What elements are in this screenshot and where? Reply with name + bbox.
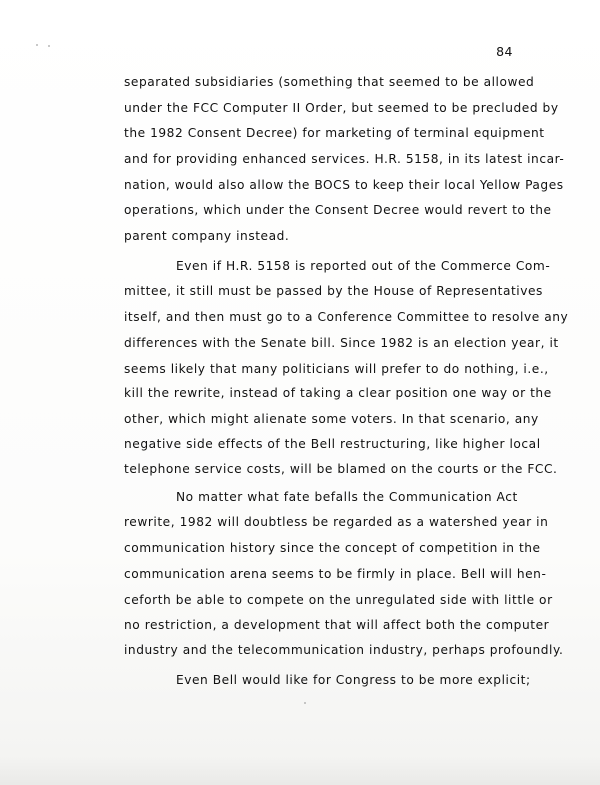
- text-line: rewrite, 1982 will doubtless be regarded as a watershed year in: [124, 515, 549, 529]
- text-line: differences with the Senate bill. Since 1982 is an election year, it: [124, 336, 559, 350]
- text-line: operations, which under the Consent Decree would revert to the: [124, 203, 552, 217]
- text-line: under the FCC Computer II Order, but seemed to be precluded by: [124, 101, 559, 115]
- text-line: telephone service costs, will be blamed on the courts or the FCC.: [124, 462, 558, 476]
- text-line: nation, would also allow the BOCS to keep their local Yellow Pages: [124, 178, 564, 192]
- text-line: No matter what fate befalls the Communication Act: [176, 490, 518, 504]
- text-line: communication arena seems to be firmly in place. Bell will hen-: [124, 567, 547, 581]
- text-line: other, which might alienate some voters. In that scenario, any: [124, 412, 539, 426]
- page-number: 84: [496, 44, 513, 59]
- text-line: communication history since the concept of competition in the: [124, 541, 541, 555]
- text-line: kill the rewrite, instead of taking a clear position one way or the: [124, 386, 552, 400]
- text-line: the 1982 Consent Decree) for marketing of terminal equipment: [124, 126, 545, 140]
- text-line: itself, and then must go to a Conference Committee to resolve any: [124, 310, 569, 324]
- text-line: mittee, it still must be passed by the House of Representatives: [124, 284, 543, 298]
- text-line: ceforth be able to compete on the unregulated side with little or: [124, 593, 553, 607]
- text-line: Even if H.R. 5158 is reported out of the Commerce Com-: [176, 259, 551, 273]
- text-line: seems likely that many politicians will prefer to do nothing, i.e.,: [124, 362, 549, 376]
- scan-speck: [36, 44, 38, 46]
- text-line: and for providing enhanced services. H.R. 5158, in its latest incar-: [124, 152, 565, 166]
- scan-shadow: [0, 755, 600, 785]
- text-line: separated subsidiaries (something that seemed to be allowed: [124, 75, 535, 89]
- scan-speck: [48, 45, 50, 47]
- text-line: Even Bell would like for Congress to be more explicit;: [176, 673, 531, 687]
- text-line: negative side effects of the Bell restructuring, like higher local: [124, 437, 541, 451]
- text-line: parent company instead.: [124, 229, 290, 243]
- text-line: no restriction, a development that will affect both the computer: [124, 618, 550, 632]
- scan-speck: [304, 702, 306, 704]
- text-line: industry and the telecommunication industry, perhaps profoundly.: [124, 643, 564, 657]
